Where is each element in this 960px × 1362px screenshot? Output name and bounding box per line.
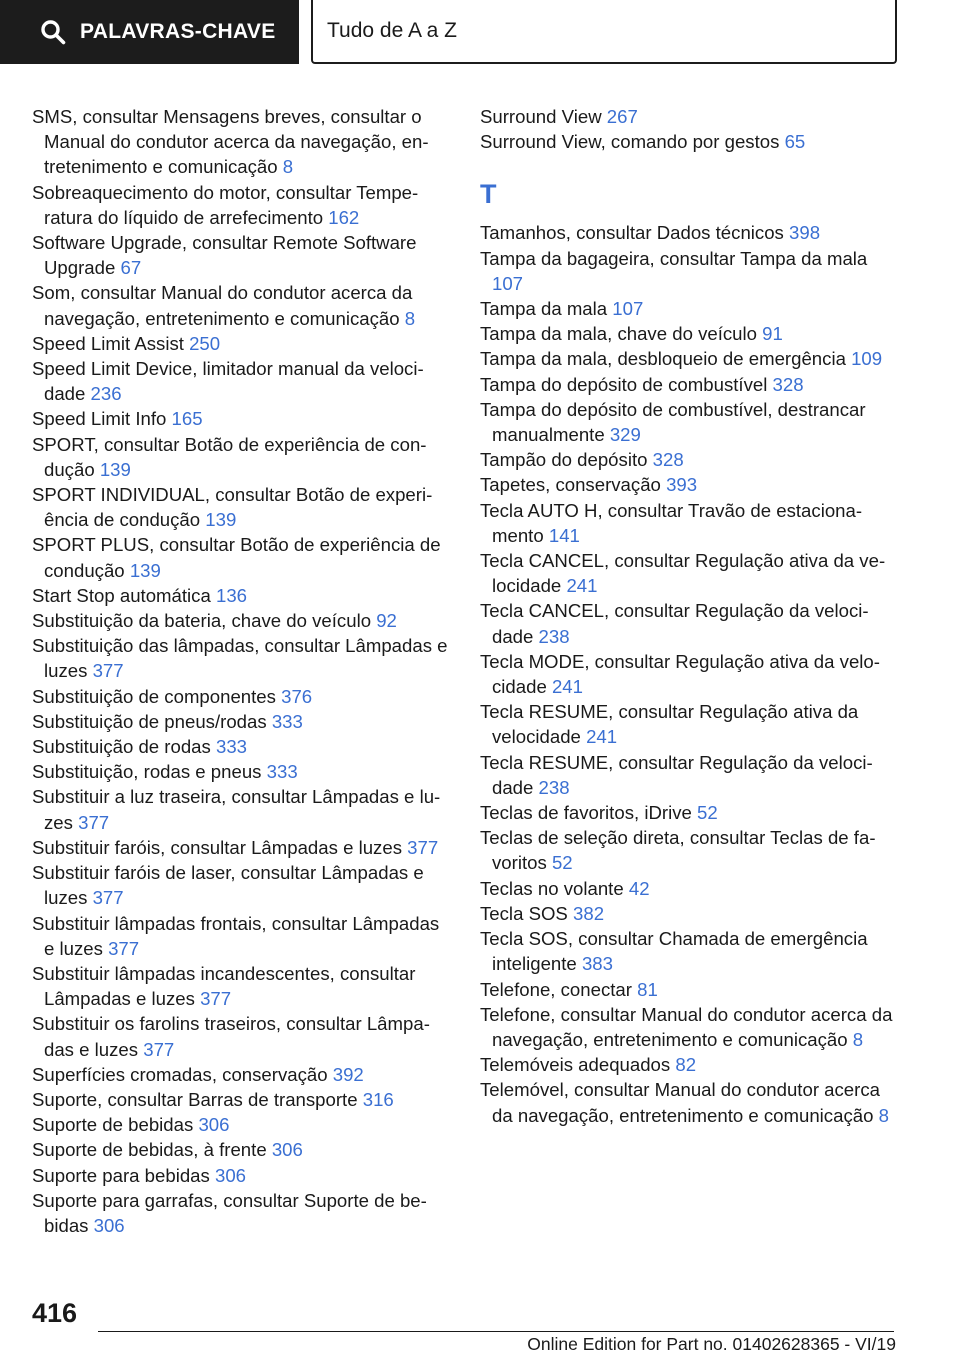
index-entry bbox=[32, 911, 452, 961]
index-entry bbox=[480, 447, 900, 472]
index-entry-text: Tampão do depósito bbox=[480, 449, 648, 471]
index-entry-text: Tampa da mala, desbloqueio de emergência bbox=[480, 348, 846, 370]
index-entry bbox=[480, 800, 900, 825]
index-entry bbox=[32, 1188, 452, 1238]
index-entry bbox=[32, 633, 452, 683]
index-entry-text: Start Stop automática bbox=[32, 584, 211, 606]
index-entry-text: Substituir os farolins traseiros, consultar Lâmpadas e luzes bbox=[32, 1013, 430, 1060]
page-reference-link[interactable]: 81 bbox=[637, 978, 658, 1000]
index-entry bbox=[32, 356, 452, 406]
index-entry-text: Suporte para garrafas, consultar Suporte de bebidas bbox=[32, 1189, 427, 1236]
page-reference-link[interactable]: 107 bbox=[492, 272, 524, 294]
page-reference-link[interactable]: 377 bbox=[78, 811, 110, 833]
page-reference-link[interactable]: 162 bbox=[328, 206, 360, 228]
index-entry bbox=[480, 750, 900, 800]
index-entry bbox=[480, 977, 900, 1002]
index-entry-text: Tecla RESUME, consultar Regulação ativa da velocidade bbox=[480, 701, 859, 748]
index-entry-text: Teclas de favoritos, iDrive bbox=[480, 802, 692, 824]
footer-divider bbox=[98, 1331, 894, 1332]
page-reference-link[interactable]: 109 bbox=[851, 348, 883, 370]
page-reference-link[interactable]: 107 bbox=[612, 298, 644, 320]
page-reference-link[interactable]: 8 bbox=[404, 307, 416, 329]
top-navigation bbox=[0, 0, 960, 66]
index-entry bbox=[32, 1062, 452, 1087]
page-reference-link[interactable]: 165 bbox=[171, 408, 203, 430]
index-entry-text: Substituição de rodas bbox=[32, 736, 211, 758]
page-reference-link[interactable]: 65 bbox=[784, 131, 806, 153]
index-entry bbox=[32, 180, 452, 230]
page-reference-link[interactable]: 8 bbox=[878, 1104, 889, 1126]
page-reference-link[interactable]: 306 bbox=[198, 1114, 230, 1136]
index-entry bbox=[480, 548, 900, 598]
index-entry bbox=[32, 835, 452, 860]
index-entry-text: Speed Limit Assist bbox=[32, 332, 184, 354]
page-reference-link[interactable]: 393 bbox=[666, 474, 698, 496]
index-entry bbox=[32, 230, 452, 280]
index-entry bbox=[480, 1077, 900, 1127]
index-entry bbox=[32, 1087, 452, 1112]
index-entry bbox=[480, 321, 900, 346]
page-reference-link[interactable]: 250 bbox=[189, 332, 221, 354]
index-entry bbox=[480, 104, 900, 129]
page-reference-link[interactable]: 333 bbox=[271, 710, 303, 732]
page-reference-link[interactable]: 238 bbox=[538, 625, 570, 647]
index-column-right bbox=[480, 104, 900, 1128]
page-reference-link[interactable]: 377 bbox=[108, 937, 140, 959]
index-entry bbox=[480, 598, 900, 648]
index-entry-text: Sobreaquecimento do motor, consultar Temperatura do líquido de arrefecimento bbox=[32, 181, 419, 228]
page-reference-link[interactable]: 8 bbox=[282, 156, 294, 178]
index-entry-text: Tapetes, conservação bbox=[480, 474, 661, 496]
index-entry-text: Substituição das lâmpadas, consultar Lâmpadas e luzes bbox=[32, 635, 448, 682]
page-reference-link[interactable]: 377 bbox=[92, 887, 124, 909]
index-entry-text: Suporte para bebidas bbox=[32, 1164, 210, 1186]
page-reference-link[interactable]: 91 bbox=[762, 323, 783, 345]
index-entry-text: Teclas de seleção direta, consultar Teclas de favoritos bbox=[480, 827, 876, 874]
index-entry bbox=[32, 482, 452, 532]
page-reference-link[interactable]: 136 bbox=[215, 584, 248, 606]
page-reference-link[interactable]: 306 bbox=[271, 1139, 303, 1161]
page-reference-link[interactable]: 241 bbox=[566, 575, 598, 597]
keywords-tab[interactable] bbox=[0, 0, 299, 64]
index-entry bbox=[480, 246, 900, 296]
page-reference-link[interactable]: 377 bbox=[143, 1038, 175, 1060]
index-entry bbox=[480, 1002, 900, 1052]
page-reference-link[interactable]: 392 bbox=[332, 1063, 364, 1085]
page-reference-link[interactable]: 139 bbox=[99, 458, 131, 480]
page-reference-link[interactable]: 8 bbox=[852, 1028, 864, 1050]
keywords-tab-label: PALAVRAS-CHAVE bbox=[80, 20, 276, 43]
index-entry bbox=[480, 129, 900, 154]
index-entry-text: Teclas no volante bbox=[480, 877, 624, 899]
page-reference-link[interactable]: 267 bbox=[606, 106, 638, 127]
index-entry bbox=[32, 684, 452, 709]
index-entry-text: Speed Limit Info bbox=[32, 408, 167, 430]
index-entry bbox=[32, 759, 452, 784]
index-entry bbox=[480, 397, 900, 447]
index-entry-text: Software Upgrade, consultar Remote Software Upgrade bbox=[32, 232, 417, 279]
index-entry bbox=[32, 1011, 452, 1061]
index-entry-text: Tamanhos, consultar Dados técnicos bbox=[480, 222, 784, 244]
page-reference-link[interactable]: 383 bbox=[581, 953, 613, 975]
index-entry bbox=[480, 876, 900, 901]
index-entry-text: Tecla AUTO H, consultar Travão de estacionamento bbox=[480, 499, 863, 546]
page-reference-link[interactable]: 333 bbox=[266, 761, 298, 783]
page-reference-link[interactable]: 52 bbox=[551, 852, 573, 874]
page-reference-link[interactable]: 333 bbox=[216, 736, 248, 758]
index-entry-text: Telefone, conectar bbox=[480, 978, 632, 1000]
search-icon bbox=[40, 19, 66, 45]
index-entry-text: Tampa da mala, chave do veículo bbox=[480, 323, 757, 345]
index-entry bbox=[480, 220, 900, 245]
page-reference-link[interactable]: 328 bbox=[772, 373, 804, 395]
index-entry bbox=[32, 709, 452, 734]
index-entry bbox=[480, 1052, 900, 1077]
page-reference-link[interactable]: 238 bbox=[538, 776, 570, 798]
index-entry-text: Substituição de componentes bbox=[32, 685, 276, 707]
index-entry bbox=[32, 860, 452, 910]
index-entry-text: Superfícies cromadas, conservação bbox=[32, 1063, 328, 1085]
page-reference-link[interactable]: 329 bbox=[609, 424, 641, 446]
edition-footer: Online Edition for Part no. 01402628365 - VI/19 bbox=[527, 1334, 896, 1354]
index-entry bbox=[32, 532, 452, 582]
index-entry bbox=[480, 926, 900, 976]
index-entry bbox=[480, 498, 900, 548]
index-entry bbox=[32, 961, 452, 1011]
page-reference-link[interactable]: 82 bbox=[675, 1054, 697, 1076]
page-reference-link[interactable]: 139 bbox=[129, 559, 161, 581]
a-to-z-tab-label: Tudo de A a Z bbox=[327, 19, 457, 42]
index-entry bbox=[32, 734, 452, 759]
index-entry-text: Telemóveis adequados bbox=[480, 1054, 671, 1076]
page-reference-link[interactable]: 141 bbox=[548, 524, 580, 546]
page-reference-link[interactable]: 398 bbox=[789, 222, 821, 244]
page-reference-link[interactable]: 241 bbox=[586, 726, 618, 748]
index-entry-text: Tecla MODE, consultar Regulação ativa da velocidade bbox=[480, 650, 880, 698]
a-to-z-tab[interactable] bbox=[311, 0, 897, 64]
index-entry-text: SPORT PLUS, consultar Botão de experiência de condução bbox=[32, 534, 441, 581]
index-entry-text: SPORT INDIVIDUAL, consultar Botão de experiência de condução bbox=[32, 484, 433, 531]
index-entry-text: Substituição da bateria, chave do veículo bbox=[32, 610, 372, 632]
page-number: 416 bbox=[32, 1298, 78, 1328]
index-entry bbox=[480, 346, 900, 371]
page-reference-link[interactable]: 382 bbox=[573, 902, 605, 924]
index-entry-text: SPORT, consultar Botão de experiência de condução bbox=[32, 433, 427, 480]
index-entry bbox=[32, 784, 452, 834]
page-reference-link[interactable]: 377 bbox=[92, 660, 124, 682]
index-entry-text: Surround View, comando por gestos bbox=[480, 131, 780, 153]
page-reference-link[interactable]: 316 bbox=[362, 1088, 394, 1110]
index-entry-text: Substituir a luz traseira, consultar Lâmpadas e luzes bbox=[32, 786, 441, 833]
index-entry bbox=[480, 372, 900, 397]
index-entry-text: Tecla SOS bbox=[480, 902, 568, 924]
index-column-left bbox=[32, 104, 452, 1238]
page-reference-link[interactable]: 306 bbox=[214, 1164, 247, 1186]
page-reference-link[interactable]: 306 bbox=[93, 1214, 125, 1236]
index-entry bbox=[480, 901, 900, 926]
index-entry-text: Substituição, rodas e pneus bbox=[32, 761, 262, 783]
index-entry-text: Tampa do depósito de combustível bbox=[480, 373, 768, 395]
page-reference-link[interactable]: 236 bbox=[90, 383, 122, 405]
index-entry-text: Substituir lâmpadas incandescentes, consultar Lâmpadas e luzes bbox=[32, 962, 416, 1010]
index-entry-text: Substituir faróis, consultar Lâmpadas e luzes bbox=[32, 836, 402, 858]
index-entry-text: SMS, consultar Mensagens breves, consultar o Manual do condutor acerca da navegação, entretenimento e comunicação bbox=[32, 106, 429, 178]
index-entry-text: Tecla SOS, consultar Chamada de emergência inteligente bbox=[480, 928, 868, 975]
page-reference-link[interactable]: 52 bbox=[697, 802, 718, 824]
index-entry-text: Tecla CANCEL, consultar Regulação da velocidade bbox=[480, 600, 869, 647]
index-entry-text: Speed Limit Device, limitador manual da velocidade bbox=[32, 358, 424, 405]
index-entry bbox=[32, 432, 452, 482]
index-entry bbox=[480, 699, 900, 749]
index-entry-text: Telemóvel, consultar Manual do condutor acerca da navegação, entretenimento e comunicação bbox=[480, 1079, 880, 1126]
index-entry-text: Substituição de pneus/rodas bbox=[32, 710, 267, 732]
index-entry bbox=[32, 1112, 452, 1137]
index-entry-text: Suporte de bebidas bbox=[32, 1114, 194, 1136]
index-entry bbox=[32, 583, 452, 608]
index-entry-text: Telefone, consultar Manual do condutor acerca da navegação, entretenimento e comunicação bbox=[480, 1003, 893, 1050]
page-reference-link[interactable]: 377 bbox=[407, 836, 439, 858]
index-entry bbox=[32, 280, 452, 330]
index-entry-text: Substituir faróis de laser, consultar Lâmpadas e luzes bbox=[32, 862, 424, 909]
page-reference-link[interactable]: 328 bbox=[652, 449, 684, 471]
index-entry bbox=[32, 406, 452, 431]
index-entry-text: Tampa do depósito de combustível, destrancar manualmente bbox=[480, 398, 866, 446]
page-reference-link[interactable]: 377 bbox=[200, 988, 232, 1010]
index-entry bbox=[480, 296, 900, 321]
page-reference-link[interactable]: 67 bbox=[120, 257, 142, 279]
index-entry bbox=[32, 608, 452, 633]
page-reference-link[interactable]: 376 bbox=[281, 685, 313, 707]
index-entry-text: Tampa da bagageira, consultar Tampa da mala bbox=[480, 247, 868, 269]
index-entry-text: Surround View bbox=[480, 106, 602, 127]
index-entry-text: Substituir lâmpadas frontais, consultar Lâmpadas e luzes bbox=[32, 912, 440, 959]
page-reference-link[interactable]: 241 bbox=[551, 676, 583, 698]
index-entry bbox=[480, 472, 900, 497]
index-entry-text: Suporte de bebidas, à frente bbox=[32, 1139, 267, 1161]
index-entry-text: Suporte, consultar Barras de transporte bbox=[32, 1088, 358, 1110]
index-entry bbox=[32, 1137, 452, 1162]
index-entry bbox=[480, 825, 900, 875]
page-reference-link[interactable]: 92 bbox=[376, 610, 397, 632]
index-entry-text: Tampa da mala bbox=[480, 298, 608, 320]
section-letter: T bbox=[480, 179, 497, 210]
index-entry bbox=[32, 104, 452, 180]
index-entry bbox=[480, 649, 900, 699]
index-entry bbox=[32, 1163, 452, 1188]
index-entry bbox=[32, 331, 452, 356]
page-reference-link[interactable]: 139 bbox=[205, 509, 237, 531]
index-entry-text: Tecla RESUME, consultar Regulação da velocidade bbox=[480, 751, 873, 798]
page-reference-link[interactable]: 42 bbox=[628, 877, 650, 899]
index-entry-text: Som, consultar Manual do condutor acerca da navegação, entretenimento e comunicação bbox=[32, 282, 413, 329]
index-entry-text: Tecla CANCEL, consultar Regulação ativa da velocidade bbox=[480, 550, 886, 597]
